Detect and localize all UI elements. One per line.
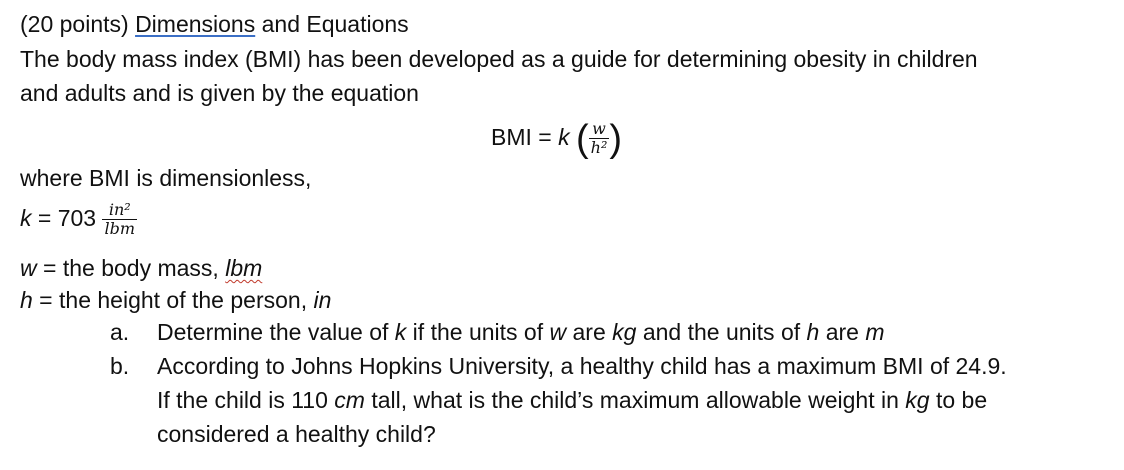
right-paren: )	[609, 117, 623, 160]
question-b-line-1: According to Johns Hopkins University, a healthy child has a maximum BMI of 24.9.	[157, 353, 1007, 379]
equation-lhs: BMI =	[491, 124, 559, 150]
question-a-unit-kg: kg	[612, 319, 637, 345]
question-b-line-2	[157, 386, 987, 414]
left-paren: (	[576, 117, 589, 160]
k-units-fraction	[102, 201, 137, 238]
question-a-var-w: w	[549, 319, 567, 345]
question-b-text: If the child is 110	[157, 387, 335, 413]
question-a-unit-m: m	[865, 319, 885, 345]
bmi-equation	[491, 117, 622, 158]
question-a-text: Determine the value of	[157, 319, 395, 345]
h-variable: h	[20, 287, 33, 313]
question-b-text: tall, what is the child’s maximum allowable weight in	[364, 387, 906, 413]
problem-header	[20, 10, 409, 38]
question-a-text: and the units of	[636, 319, 807, 345]
equation-numerator: w	[592, 119, 606, 139]
equation-k: k	[558, 124, 570, 150]
question-a	[157, 318, 885, 346]
question-a-text: are	[566, 319, 613, 345]
k-units-denominator: lbm	[104, 219, 136, 239]
h-text: = the height of the person,	[32, 287, 314, 313]
k-variable: k	[20, 205, 32, 231]
question-a-var-h: h	[806, 319, 820, 345]
intro-line-2: and adults and is given by the equation	[20, 80, 419, 106]
w-text: = the body mass,	[36, 255, 226, 281]
question-a-var-k: k	[394, 319, 407, 345]
w-definition	[20, 254, 262, 282]
question-b-unit-cm: cm	[334, 387, 365, 413]
intro-line-1: The body mass index (BMI) has been developed as a guide for determining obesity in children	[20, 46, 978, 72]
where-line: where BMI is dimensionless,	[20, 165, 312, 191]
question-a-text: if the units of	[406, 319, 550, 345]
equation-fraction	[589, 120, 610, 157]
h-definition	[20, 286, 331, 314]
topic-suffix: and Equations	[261, 11, 409, 37]
topic-label: Dimensions	[135, 11, 256, 37]
k-units-numerator: in²	[108, 200, 131, 220]
equation-denominator: h²	[590, 138, 608, 158]
k-definition	[20, 196, 137, 240]
points-label: (20 points)	[20, 11, 129, 37]
k-value: = 703	[31, 205, 97, 231]
question-b-line-3: considered a healthy child?	[157, 421, 436, 447]
w-variable: w	[20, 255, 37, 281]
question-a-text: are	[819, 319, 866, 345]
question-b-unit-kg: kg	[905, 387, 930, 413]
question-b-text: to be	[929, 387, 988, 413]
question-a-marker: a.	[110, 319, 130, 345]
h-unit: in	[313, 287, 332, 313]
w-unit: lbm	[225, 255, 263, 281]
question-b-marker: b.	[110, 353, 130, 379]
